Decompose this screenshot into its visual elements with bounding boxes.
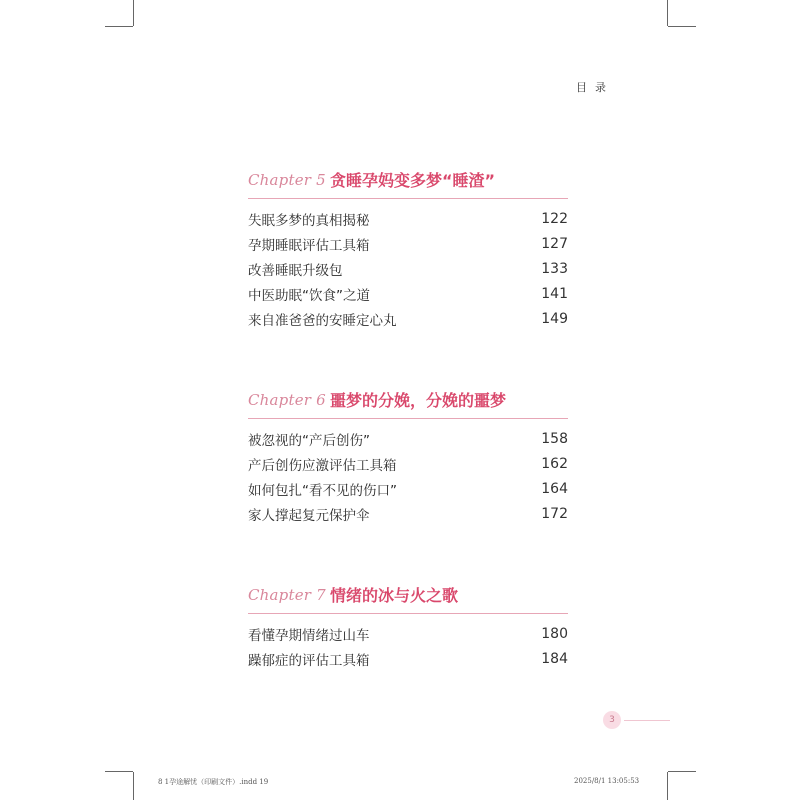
toc-entry[interactable] — [248, 476, 568, 501]
toc-entry[interactable] — [248, 306, 568, 331]
crop-mark — [667, 772, 668, 800]
toc-entry-page: 184 — [541, 650, 568, 667]
crop-mark — [668, 771, 696, 772]
toc-entry-page: 149 — [541, 310, 568, 327]
chapter-rule — [248, 613, 568, 614]
toc-entry-title: 孕期睡眠评估工具箱 — [248, 237, 370, 254]
toc-entry-page: 127 — [541, 235, 568, 252]
toc-entry-title: 如何包扎“看不见的伤口” — [248, 482, 397, 499]
chapter-title: 噩梦的分娩，分娩的噩梦 — [330, 391, 507, 410]
toc-list — [248, 621, 568, 671]
toc-entry-title: 看懂孕期情绪过山车 — [248, 627, 370, 644]
toc-entry[interactable] — [248, 646, 568, 671]
page-number-badge: 3 — [603, 711, 621, 729]
crop-mark — [133, 772, 134, 800]
toc-entry-page: 141 — [541, 285, 568, 302]
toc-list — [248, 426, 568, 526]
chapter-title: 情绪的冰与火之歌 — [330, 586, 459, 605]
toc-entry[interactable] — [248, 451, 568, 476]
toc-entry-title: 家人撑起复元保护伞 — [248, 507, 370, 524]
toc-entry-page: 133 — [541, 260, 568, 277]
chapter-label: Chapter 7 — [248, 586, 326, 604]
crop-mark — [668, 26, 696, 27]
toc-entry-title: 来自准爸爸的安睡定心丸 — [248, 312, 397, 329]
chapter-title: 贪睡孕妈变多梦“睡渣” — [330, 171, 496, 190]
chapter-section — [248, 165, 568, 331]
toc-entry-page: 180 — [541, 625, 568, 642]
toc-entry-title: 被忽视的“产后创伤” — [248, 432, 370, 449]
print-slug-timestamp: 2025/8/1 13:05:53 — [574, 777, 640, 785]
toc-entry-page: 122 — [541, 210, 568, 227]
running-head: 目录 — [576, 81, 614, 94]
page-number-rule — [624, 720, 670, 721]
crop-mark — [133, 0, 134, 26]
toc-list — [248, 206, 568, 331]
crop-mark — [667, 0, 668, 26]
crop-mark — [105, 26, 133, 27]
chapter-rule — [248, 418, 568, 419]
chapter-rule — [248, 198, 568, 199]
toc-entry-title: 躁郁症的评估工具箱 — [248, 652, 370, 669]
chapter-section — [248, 580, 568, 671]
chapter-heading — [248, 165, 568, 199]
toc-entry[interactable] — [248, 206, 568, 231]
toc-entry-title: 失眠多梦的真相揭秘 — [248, 212, 370, 229]
toc-entry[interactable] — [248, 621, 568, 646]
toc-entry[interactable] — [248, 426, 568, 451]
toc-entry[interactable] — [248, 281, 568, 306]
toc-entry[interactable] — [248, 231, 568, 256]
toc-entry-title: 改善睡眠升级包 — [248, 262, 343, 279]
crop-mark — [105, 771, 133, 772]
chapter-label: Chapter 6 — [248, 391, 326, 409]
toc-entry-title: 产后创伤应激评估工具箱 — [248, 457, 397, 474]
chapter-heading — [248, 580, 568, 614]
toc-entry-page: 164 — [541, 480, 568, 497]
toc-entry-page: 172 — [541, 505, 568, 522]
chapter-heading — [248, 385, 568, 419]
toc-entry-page: 162 — [541, 455, 568, 472]
chapter-label: Chapter 5 — [248, 171, 326, 189]
toc-entry[interactable] — [248, 256, 568, 281]
toc-entry-page: 158 — [541, 430, 568, 447]
chapter-section — [248, 385, 568, 526]
toc-entry[interactable] — [248, 501, 568, 526]
toc-entry-title: 中医助眠“饮食”之道 — [248, 287, 370, 304]
print-slug-file: 8 1孕途解忧（印刷文件）.indd 19 — [158, 778, 269, 786]
